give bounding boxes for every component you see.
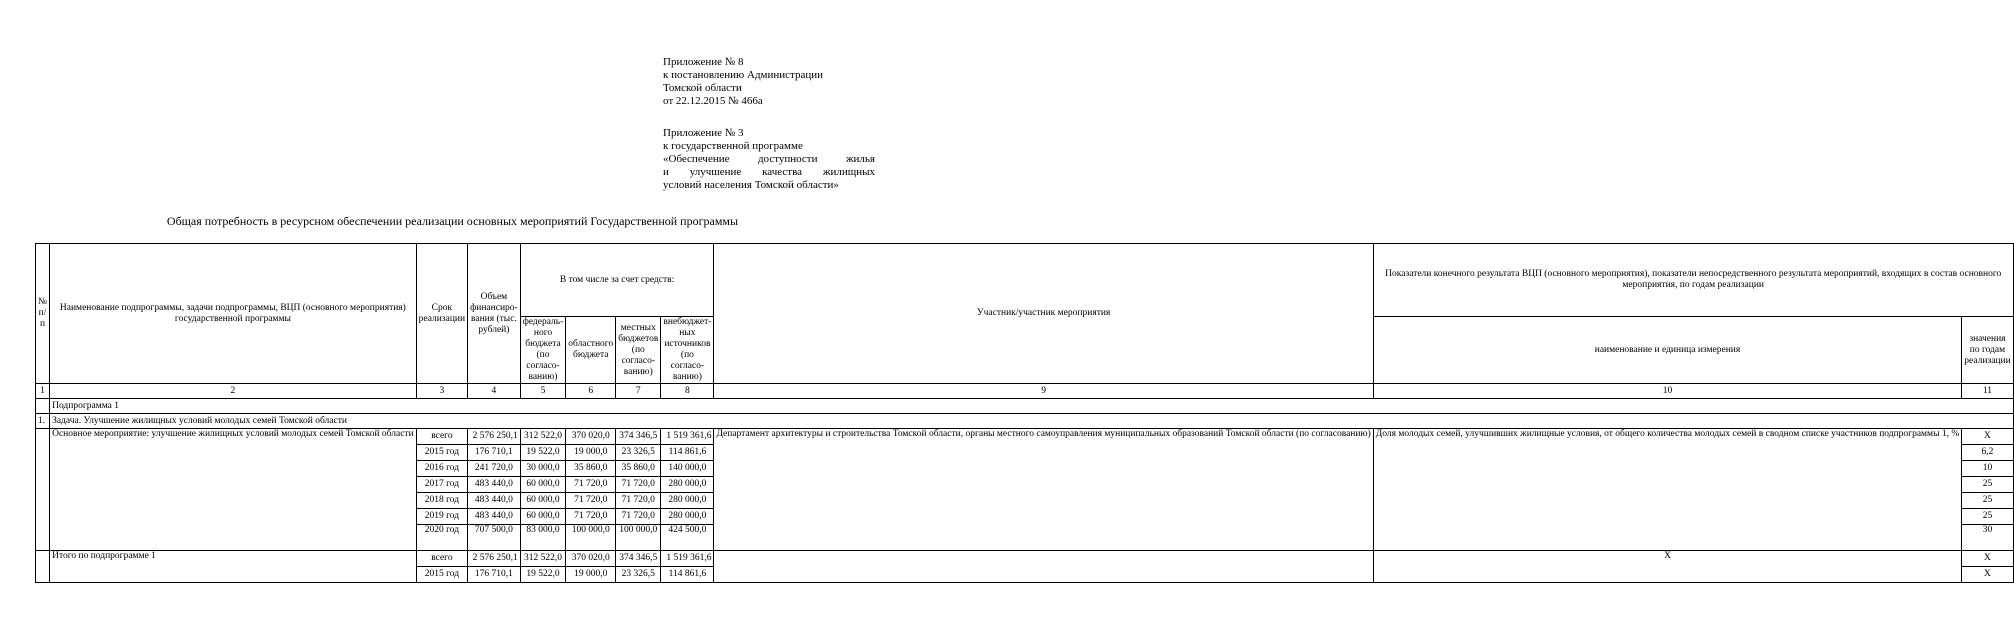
extra-cell: 1 519 361,6 [661,551,714,567]
value-cell: 25 [1962,509,2013,525]
empty-cell [36,551,50,583]
period-cell: 2015 год [416,445,467,461]
column-number: 3 [416,384,467,399]
value-cell: 25 [1962,477,2013,493]
volume-cell: 483 440,0 [468,477,521,493]
local-cell: 374 346,5 [616,429,661,445]
period-cell: всего [416,429,467,445]
annex-3-line: к государственной программе [663,140,803,152]
header-num: № п/п [36,244,50,384]
volume-cell: 707 500,0 [468,525,521,551]
extra-cell: 280 000,0 [661,509,714,525]
total-name: Итого по подпрограмме 1 [50,551,417,583]
federal-cell: 312 522,0 [520,429,566,445]
header-ind-values: значения по годам реализации [1962,317,2013,384]
period-cell: 2018 год [416,493,467,509]
value-cell: Х [1962,551,2013,567]
period-cell: 2017 год [416,477,467,493]
extra-cell: 424 500,0 [661,525,714,551]
volume-cell: 2 576 250,1 [468,429,521,445]
annex-8-line: к постановлению Администрации [663,69,824,81]
header-federal: федераль-ного бюджета (по согласо-ванию) [520,317,566,384]
local-cell: 35 860,0 [616,461,661,477]
table-row [36,429,2014,445]
annex-3-line: «Обеспечение доступности жилья [663,153,875,165]
extra-cell: 114 861,6 [661,567,714,583]
local-cell: 71 720,0 [616,493,661,509]
column-number: 6 [566,384,616,399]
regional-cell: 370 020,0 [566,429,616,445]
main-event-indicator: Доля молодых семей, улучшивших жилищные условия, от общего количества молодых семей в сводном списке участников подпрограммы 1, % [1373,429,1962,551]
federal-cell: 60 000,0 [520,509,566,525]
extra-cell: 280 000,0 [661,493,714,509]
local-cell: 23 326,5 [616,567,661,583]
volume-cell: 483 440,0 [468,493,521,509]
total-indicator: Х [1373,551,1962,583]
column-number: 11 [1962,384,2013,399]
extra-cell: 280 000,0 [661,477,714,493]
local-cell: 100 000,0 [616,525,661,551]
annex-8-line: от 22.12.2015 № 466а [663,95,763,107]
federal-cell: 60 000,0 [520,493,566,509]
annex-3-line: условий населения Томской области» [663,179,839,191]
empty-cell [36,399,50,414]
column-number: 1 [36,384,50,399]
main-event-name: Основное мероприятие: улучшение жилищных условий молодых семей Томской области [50,429,417,551]
header-ind-name: наименование и единица измерения [1373,317,1962,384]
extra-cell: 1 519 361,6 [661,429,714,445]
total-row [36,551,2014,567]
header-including: В том числе за счет средств: [520,244,714,317]
regional-cell: 71 720,0 [566,477,616,493]
column-number: 5 [520,384,566,399]
main-event-participant: Департамент архитектуры и строительства Томской области, органы местного самоуправления муниципальных образований Томской области (по согласованию) [714,429,1373,551]
annex-8-line: Томской области [663,82,742,94]
empty-cell [714,551,1373,583]
regional-cell: 19 000,0 [566,445,616,461]
extra-cell: 114 861,6 [661,445,714,461]
regional-cell: 370 020,0 [566,551,616,567]
annex-3-line: Приложение № 3 [663,127,744,139]
period-cell: всего [416,551,467,567]
federal-cell: 19 522,0 [520,445,566,461]
column-number: 10 [1373,384,1962,399]
value-cell: 25 [1962,493,2013,509]
federal-cell: 19 522,0 [520,567,566,583]
header-local: местных бюджетов (по согласо-ванию) [616,317,661,384]
local-cell: 71 720,0 [616,477,661,493]
regional-cell: 71 720,0 [566,493,616,509]
annex-8-line: Приложение № 8 [663,56,744,68]
column-number: 2 [50,384,417,399]
annex-3-block [663,127,875,192]
value-cell: 30 [1962,525,2013,551]
regional-cell: 71 720,0 [566,509,616,525]
regional-cell: 19 000,0 [566,567,616,583]
local-cell: 374 346,5 [616,551,661,567]
local-cell: 23 326,5 [616,445,661,461]
task-number: 1. [36,414,50,429]
resource-table [35,243,2014,583]
column-number: 9 [714,384,1373,399]
header-term: Срок реализации [416,244,467,384]
value-cell: 10 [1962,461,2013,477]
annex-3-line: и улучшение качества жилищных [663,166,875,178]
extra-cell: 140 000,0 [661,461,714,477]
federal-cell: 30 000,0 [520,461,566,477]
volume-cell: 241 720,0 [468,461,521,477]
column-number: 7 [616,384,661,399]
period-cell: 2016 год [416,461,467,477]
header-name: Наименование подпрограммы, задачи подпрограммы, ВЦП (основного мероприятия) государственной программы [50,244,417,384]
volume-cell: 176 710,1 [468,567,521,583]
column-number-row [36,384,2014,399]
period-cell: 2019 год [416,509,467,525]
period-cell: 2015 год [416,567,467,583]
header-indicators: Показатели конечного результата ВЦП (основного мероприятия), показатели непосредственного результата мероприятий, входящих в состав основного мероприятия, по годам реализации [1373,244,2013,317]
header-participant: Участник/участник мероприятия [714,244,1373,384]
period-cell: 2020 год [416,525,467,551]
column-number: 8 [661,384,714,399]
task-row [36,414,2014,429]
federal-cell: 83 000,0 [520,525,566,551]
volume-cell: 483 440,0 [468,509,521,525]
federal-cell: 60 000,0 [520,477,566,493]
value-cell: Х [1962,567,2013,583]
document-title: Общая потребность в ресурсном обеспечении реализации основных мероприятий Государственной программы [166,214,739,228]
header-extra: внебюджет-ных источников (по согласо-ванию) [661,317,714,384]
empty-cell [36,429,50,551]
subprogram-row [36,399,2014,414]
regional-cell: 100 000,0 [566,525,616,551]
header-row [36,244,2014,317]
header-volume: Объем финансиро-вания (тыс. рублей) [468,244,521,384]
header-regional: областного бюджета [566,317,616,384]
annex-8-block [663,56,875,108]
subprogram-label: Подпрограмма 1 [50,399,2014,414]
column-number: 4 [468,384,521,399]
value-cell: 6,2 [1962,445,2013,461]
volume-cell: 176 710,1 [468,445,521,461]
task-text: Задача. Улучшение жилищных условий молодых семей Томской области [50,414,2014,429]
value-cell: Х [1962,429,2013,445]
federal-cell: 312 522,0 [520,551,566,567]
volume-cell: 2 576 250,1 [468,551,521,567]
regional-cell: 35 860,0 [566,461,616,477]
local-cell: 71 720,0 [616,509,661,525]
